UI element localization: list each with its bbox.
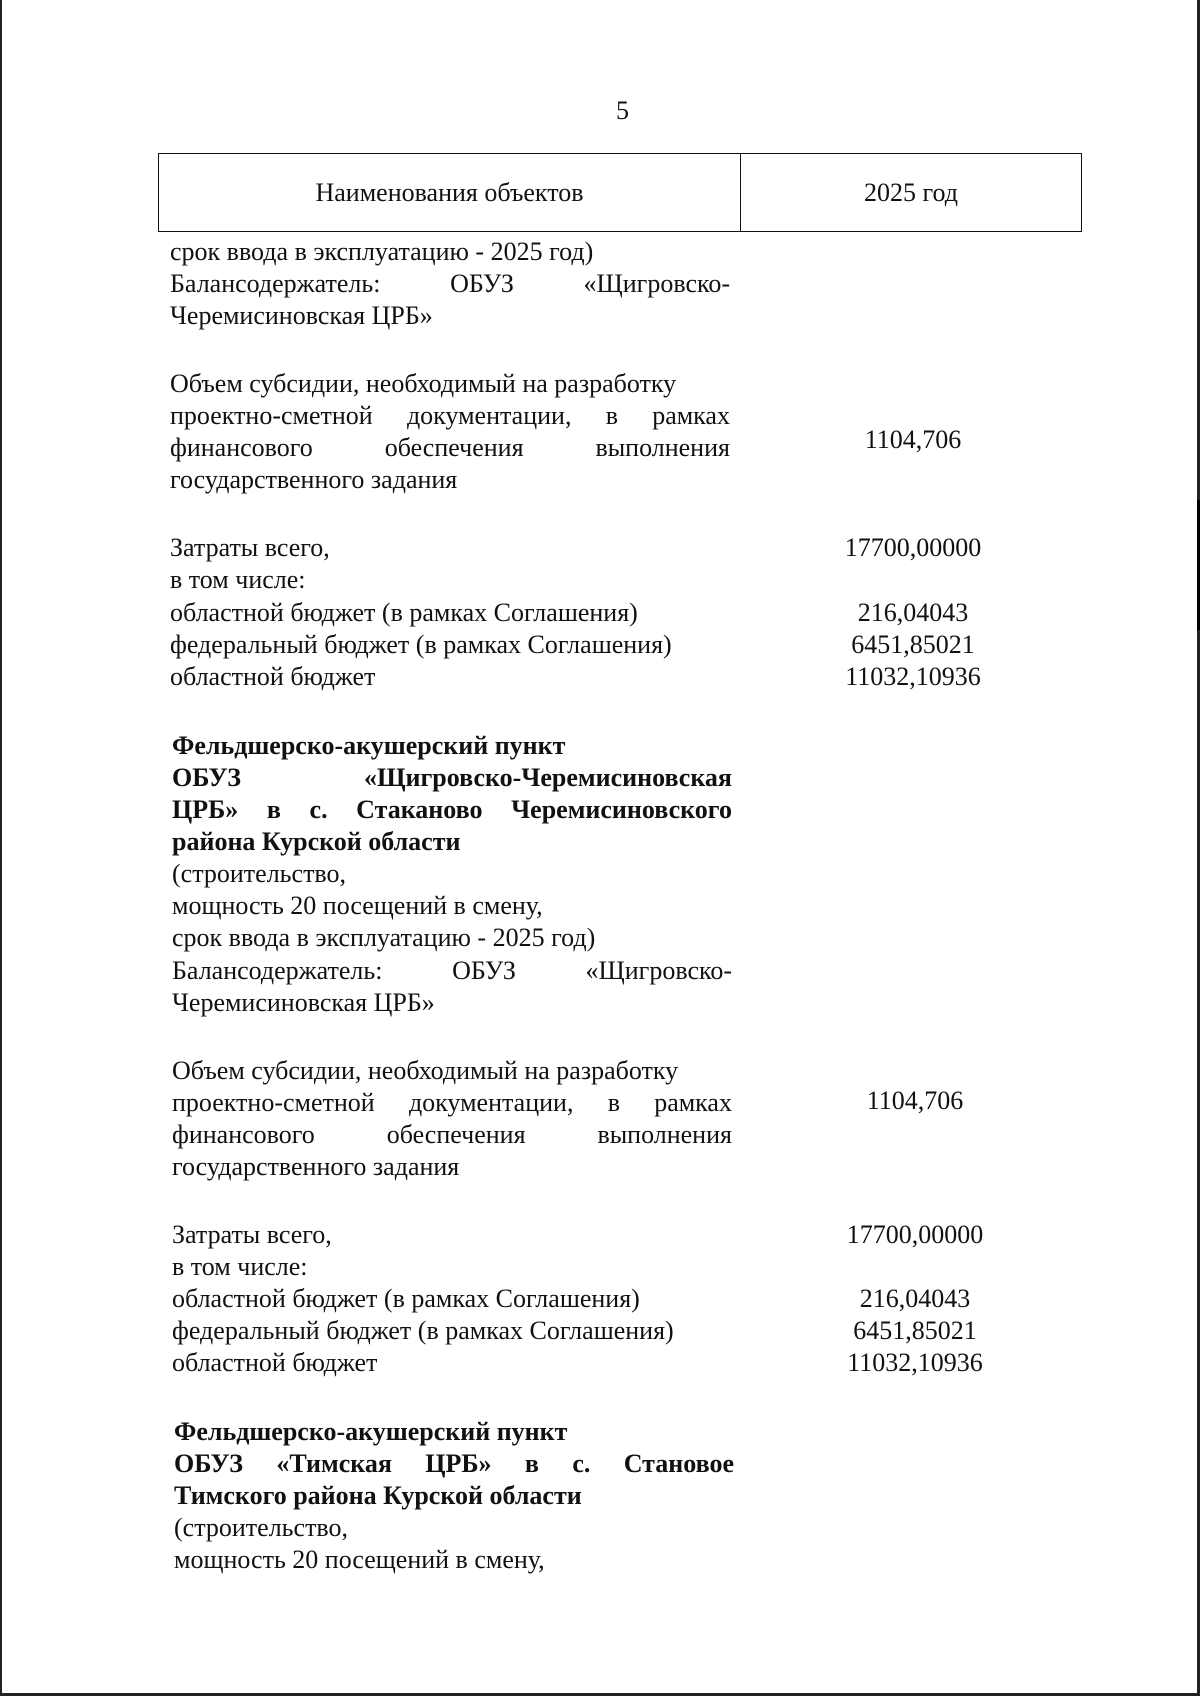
object-description-line: срок ввода в эксплуатацию - 2025 год) — [172, 923, 596, 952]
subsidy-text-line — [170, 400, 730, 432]
word: с. — [309, 795, 328, 824]
word: финансового — [170, 433, 313, 462]
object-title-line — [172, 794, 732, 826]
word: документации, — [406, 401, 572, 430]
balance-holder-label: Балансодержатель: — [170, 269, 381, 298]
costs-total-value: 17700,00000 — [846, 1220, 984, 1249]
word: ЦРБ» — [425, 1449, 492, 1478]
object-title-line — [172, 762, 732, 794]
word: проектно-сметной — [170, 401, 373, 430]
subsidy-text-line: государственного задания — [172, 1152, 460, 1181]
costs-total-label: Затраты всего, — [172, 1220, 332, 1249]
word: в — [524, 1449, 539, 1478]
federal-label: федеральный бюджет (в рамках Соглашения) — [172, 1316, 674, 1345]
federal-value: 6451,85021 — [853, 1316, 977, 1345]
subsidy-text-line — [170, 432, 730, 464]
word: с. — [572, 1449, 591, 1478]
regional-label: областной бюджет — [172, 1348, 378, 1377]
word: выполнения — [597, 1120, 732, 1149]
balance-holder-name-cont: Черемисиновская ЦРБ» — [170, 301, 433, 330]
word: в — [605, 401, 618, 430]
object-title-line: Фельдшерско-акушерский пункт — [174, 1417, 568, 1446]
word: финансового — [172, 1120, 315, 1149]
subsidy-text-line: государственного задания — [170, 465, 458, 494]
word: Балансодержатель: — [172, 956, 383, 985]
costs-including-label: в том числе: — [170, 565, 306, 594]
subsidy-value: 1104,706 — [864, 425, 962, 454]
object-description-line: (строительство, — [174, 1513, 349, 1542]
regional-label: областной бюджет — [170, 662, 376, 691]
subsidy-text-line — [172, 1119, 732, 1151]
word: рамках — [654, 1088, 732, 1117]
object-title-line: Тимского района Курской области — [174, 1481, 582, 1510]
balance-holder-name: «Щигровско- — [583, 269, 730, 298]
column-header-name: Наименования объектов — [159, 154, 741, 231]
word: проектно-сметной — [172, 1088, 375, 1117]
regional-value: 11032,10936 — [847, 1348, 983, 1377]
word: рамках — [652, 401, 730, 430]
word: в — [266, 795, 281, 824]
word: «Щигровско- — [585, 956, 732, 985]
federal-value: 6451,85021 — [851, 630, 975, 659]
word: Становое — [623, 1449, 734, 1478]
word: ОБУЗ — [174, 1449, 243, 1478]
word: документации, — [408, 1088, 574, 1117]
word: Стаканово — [356, 795, 483, 824]
costs-including-label: в том числе: — [172, 1252, 308, 1281]
commissioning-line: срок ввода в эксплуатацию - 2025 год) — [170, 237, 594, 266]
word: ОБУЗ — [172, 763, 241, 792]
word: ЦРБ» — [172, 795, 239, 824]
subsidy-text-line: Объем субсидии, необходимый на разработку — [172, 1056, 679, 1085]
costs-total-value: 17700,00000 — [844, 533, 982, 562]
word: Черемисиновского — [511, 795, 732, 824]
subsidy-text-line — [172, 1087, 732, 1119]
word: выполнения — [595, 433, 730, 462]
balance-holder-line — [170, 268, 730, 300]
word: обеспечения — [384, 433, 524, 462]
regional-value: 11032,10936 — [845, 662, 981, 691]
object-description-line: мощность 20 посещений в смену, — [174, 1545, 545, 1574]
table-header — [158, 153, 1082, 232]
object-description-line: мощность 20 посещений в смену, — [172, 891, 543, 920]
subsidy-value: 1104,706 — [866, 1086, 964, 1115]
scan-edge-left — [0, 0, 2, 1696]
regional-agreement-label: областной бюджет (в рамках Соглашения) — [172, 1284, 640, 1313]
word: обеспечения — [386, 1120, 526, 1149]
word: «Щигровско-Черемисиновская — [363, 763, 732, 792]
subsidy-text-line: Объем субсидии, необходимый на разработку — [170, 369, 677, 398]
object-title-line: Фельдшерско-акушерский пункт — [172, 731, 566, 760]
federal-label: федеральный бюджет (в рамках Соглашения) — [170, 630, 672, 659]
object-title-line: района Курской области — [172, 827, 461, 856]
balance-holder-name-cont: Черемисиновская ЦРБ» — [172, 988, 435, 1017]
regional-agreement-label: областной бюджет (в рамках Соглашения) — [170, 598, 638, 627]
object-title-line — [174, 1448, 734, 1480]
costs-total-label: Затраты всего, — [170, 533, 330, 562]
word: в — [607, 1088, 620, 1117]
balance-holder-org: ОБУЗ — [450, 269, 514, 298]
column-header-year: 2025 год — [864, 177, 958, 207]
regional-agreement-value: 216,04043 — [857, 598, 969, 627]
object-description-line: (строительство, — [172, 859, 347, 888]
word: «Тимская — [276, 1449, 392, 1478]
word: ОБУЗ — [452, 956, 516, 985]
regional-agreement-value: 216,04043 — [859, 1284, 971, 1313]
page-number: 5 — [616, 96, 629, 125]
balance-holder-line — [172, 955, 732, 987]
